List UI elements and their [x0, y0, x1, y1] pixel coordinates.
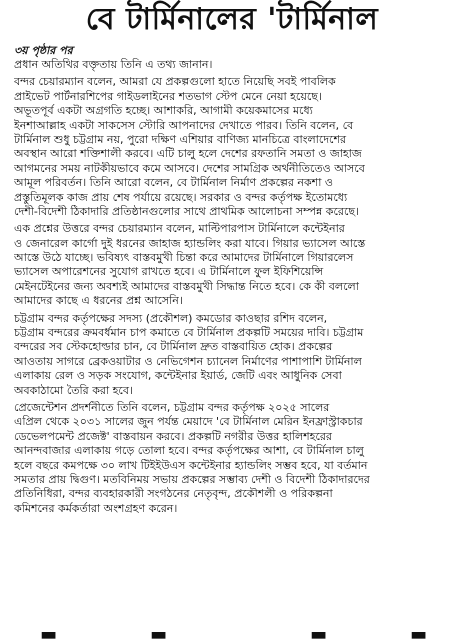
text-line: অবস্থান আরো শক্তিশালী করবে। এটি চালু হলে দেশের রফতানি সমতা ও জাহাজ [14, 147, 362, 161]
paragraph [14, 58, 454, 72]
text-line: সমতার প্রায় দ্বিগুণ। মতবিনিময় সভায় প্রকল্পের সম্ভাব্য দেশী ও বিদেশী ঠিকাদারদের [14, 472, 370, 486]
paragraph [14, 222, 454, 308]
text-line: হলে বছরে কমপক্ষে ৩০ লাখ টিইইউএস কন্টেইনার হ্যান্ডলিং সম্ভব হবে, যা বর্তমান [14, 458, 368, 472]
text-line: অবকাঠামো তৈরি করা হবে। [14, 383, 133, 397]
text-line: প্রাইভেট পার্টনারশিপের গাইডলাইনের শতভাগ স্টেপ মেনে নেয়া হয়েছে। [14, 89, 322, 103]
text-line: প্রতিনিধিরা, বন্দর ব্যবহারকারী সংগঠনের নেতৃবৃন্দ, প্রকৌশলী ও পরিকল্পনা [14, 487, 333, 501]
text-line: প্রেজেন্টেশন প্রদর্শনীতে তিনি বলেন, চট্টগ্রাম বন্দর কর্তৃপক্ষ ২০২৫ সালের [14, 400, 330, 414]
text-line: চট্টগ্রাম বন্দরের ক্রমবর্ধমান চাপ কমাতে বে টার্মিনাল প্রকল্পটি সময়ের দাবি। চট্টগ্রাম [14, 326, 364, 340]
text-line: ইনশাআল্লাহ একটা সাকসেস স্টোরি আপনাদের দেখাতে পারব। তিনি বলেন, বে [14, 118, 354, 132]
text-line: এপ্রিল থেকে ২০৩১ সালের জুন পর্যন্ত মেয়াদে 'বে টার্মিনাল মেরিন ইনফ্রাস্ট্রাকচার [14, 415, 363, 429]
text-line: আমূল পরিবর্তন। তিনি আরো বলেন, বে টার্মিনাল নির্মাণ প্রকল্পের নকশা ও [14, 176, 333, 190]
text-line: প্রধান অতিথির বক্তৃতায় তিনি এ তথ্য জানান। [14, 58, 213, 71]
text-line: বন্দর চেয়ারম্যান বলেন, আমরা যে প্রকল্পগুলো হাতে নিয়েছি সবই পাবলিক [14, 75, 336, 89]
text-line: দেশী-বিদেশী ঠিকাদারি প্রতিষ্ঠানগুলোর সাথে প্রাথমিক আলোচনা সম্পন্ন করেছে। [14, 204, 359, 218]
text-line: আওতায় সাগরে ব্রেকওয়াটার ও নেভিগেশন চ্যানেল নির্মাণের পাশাপাশি টার্মিনাল [14, 354, 362, 368]
text-line: আগমনের সময় নাটকীয়ভাবে কমে আসবে। দেশের সামগ্রিক অর্থনীতিতেও আসবে [14, 161, 365, 175]
text-line: অভূতপূর্ব একটা অগ্রগতি হচ্ছে। আশাকরি, আগামী কয়েকমাসের মধ্যে [14, 104, 313, 118]
headline: বে টার্মিনালের 'টার্মিনাল [85, 2, 379, 37]
text-line: টার্মিনাল শুধু চট্টগ্রাম নয়, পুরো দক্ষিণ এশিয়ার বাণিজ্য মানচিত্রে বাংলাদেশের [14, 132, 347, 146]
cut-off-next-headline: ▬ ▬ ▬ ▬ [40, 628, 428, 640]
article-body [14, 58, 454, 519]
text-line: এলাকায় রেল ও সড়ক সংযোগ, কন্টেইনার ইয়ার্ড, জেটি এবং আধুনিক সেবা [14, 369, 342, 383]
text-line: আনন্দবাজার এলাকায় গড়ে তোলা হবে। বন্দর কর্তৃপক্ষের আশা, বে টার্মিনাল চালু [14, 444, 364, 458]
text-line: কমিশনের কর্মকর্তারা অংশগ্রহণ করেন। [14, 501, 178, 515]
text-line: ডেভেলপমেন্ট প্রজেক্ট' বাস্তবায়ন করবে। প্রকল্পটি নগরীর উত্তর হালিশহরের [14, 429, 332, 443]
text-line: বন্দরের সব স্টেকহোল্ডার চান, বে টার্মিনাল দ্রুত বাস্তবায়িত হোক। প্রকল্পের [14, 340, 333, 354]
paragraph [14, 401, 454, 516]
text-line: প্রস্তুতিমূলক কাজ প্রায় শেষ পর্যায়ে রয়েছে। সরকার ও বন্দর কর্তৃপক্ষ ইতোমধ্যে [14, 190, 348, 204]
paragraph [14, 312, 454, 398]
text-line: আস্তে উঠে যাচ্ছে। ভবিষ্যৎ বাস্তবমুখী চিন্তা করে আমাদের টার্মিনালে গিয়ারলেস [14, 251, 354, 265]
text-line: ও জেনারেল কার্গো দুই ধরনের জাহাজ হ্যান্ডলিং করা যাবে। গিয়ার ভ্যাসেল আস্তে [14, 236, 366, 250]
text-line: চট্টগ্রাম বন্দর কর্তৃপক্ষের সদস্য (প্রকৌশল) কমডোর কাওছার রশিদ বলেন, [14, 311, 328, 325]
continued-from-label: ৩য় পৃষ্ঠার পর [14, 44, 73, 57]
text-line: ভ্যাসেল অপারেশনের সুযোগ রাখতে হবে। এ টার্মিনালে ফুল ইফিশিয়েন্সি [14, 265, 324, 279]
text-line: মেইনটেইনের জন্য অবশ্যই আমাদের বাস্তবমুখী সিদ্ধান্ত নিতে হবে। কে কী বললো [14, 279, 359, 293]
text-line: এক প্রশ্নের উত্তরে বন্দর চেয়ারম্যান বলেন, মাল্টিপারপাস টার্মিনালে কন্টেইনার [14, 222, 345, 236]
paragraph [14, 75, 454, 219]
text-line: আমাদের কাছে এ ধরনের প্রশ্ন আসেনি। [14, 294, 183, 308]
